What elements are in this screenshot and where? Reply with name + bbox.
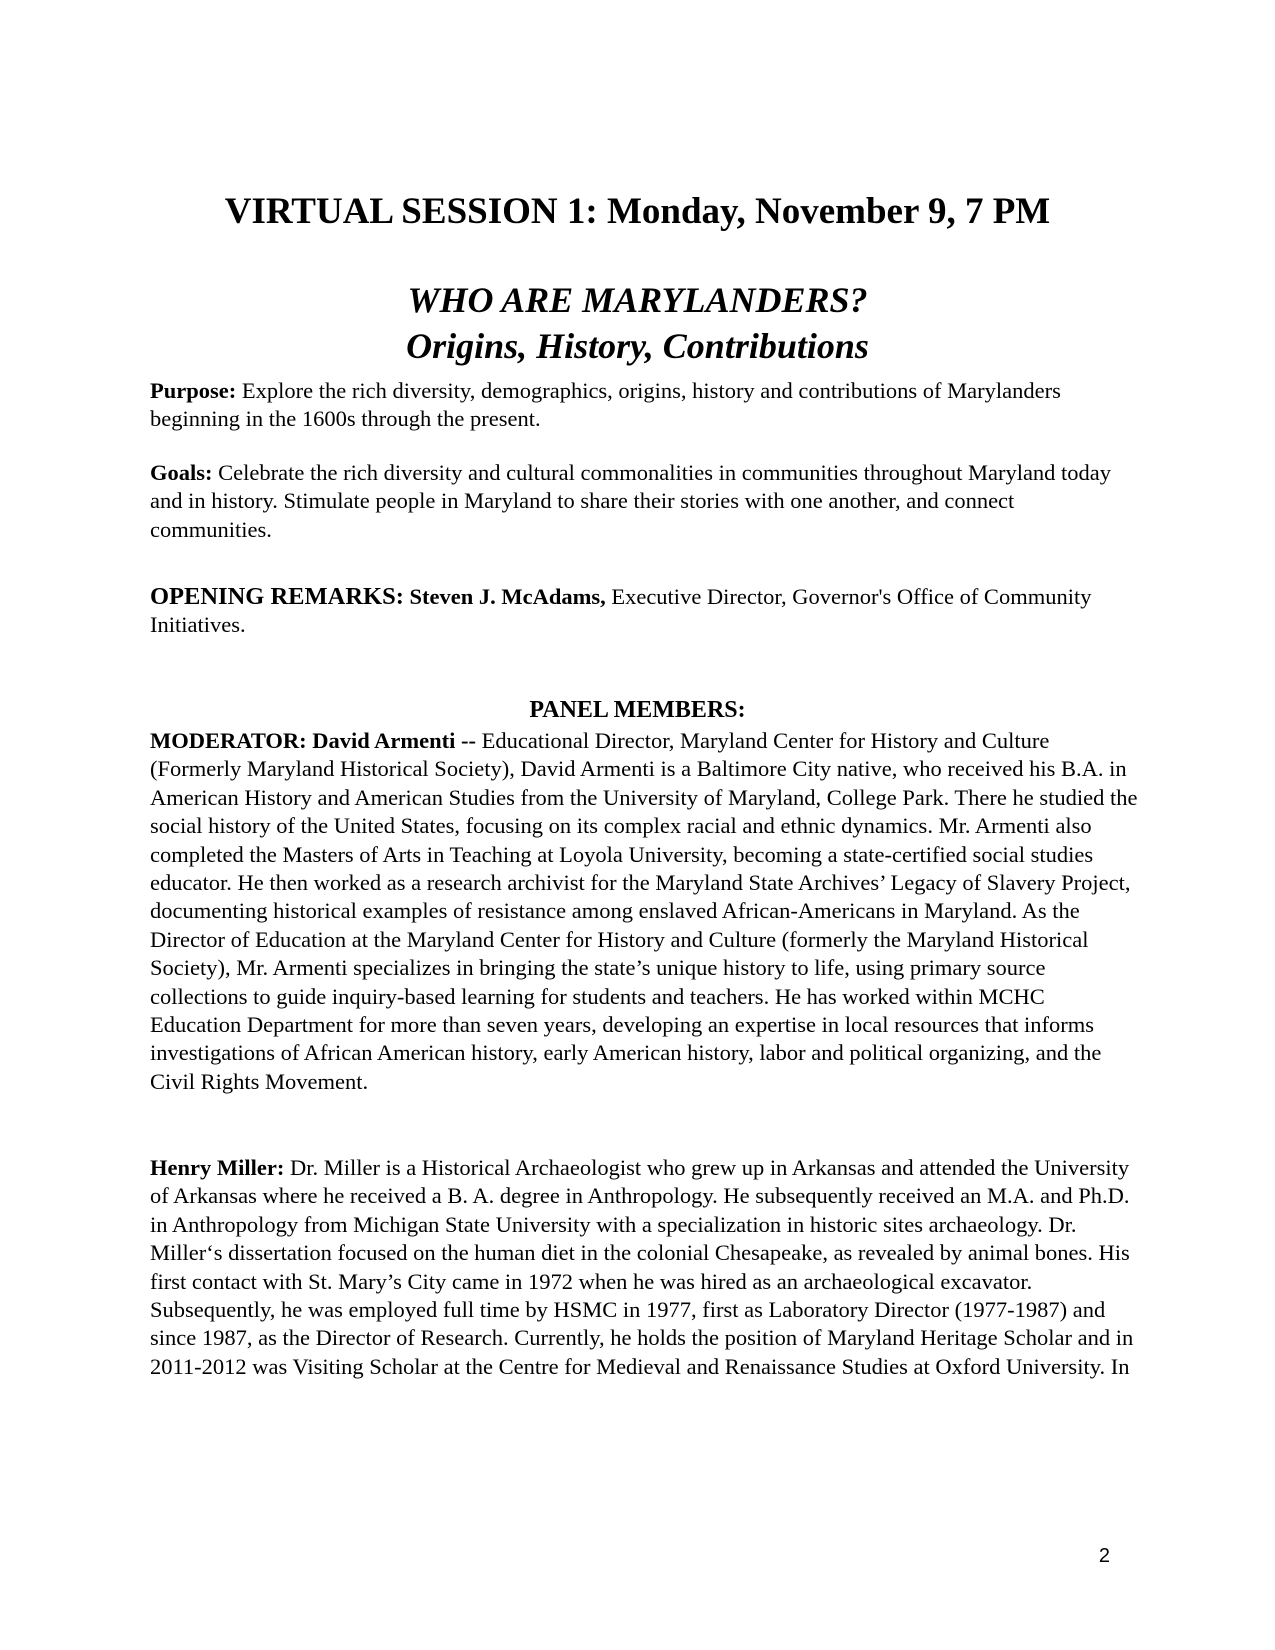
panel-members-heading: PANEL MEMBERS:	[529, 697, 746, 723]
page-number: 2	[1098, 1545, 1110, 1567]
opening-remarks-text: Executive Director, Governor's Office of Community Initiatives.	[150, 584, 1092, 638]
moderator-bio	[150, 727, 1140, 1096]
goals-label: Goals:	[150, 460, 213, 485]
panelist-bio	[150, 1154, 1140, 1381]
panelist-bio-text: Dr. Miller is a Historical Archaeologist who grew up in Arkansas and attended the University of Arkansas where he received a B. A. degree in Anthropology. He subsequently received an M.A. and Ph.D. in Anthropology from Michigan State University with a specialization in historic sites archaeology. Dr. Miller‘s dissertation focused on the human diet in the colonial Chesapeake, as revealed by animal bones. His first contact with St. Mary’s City came in 1972 when he was hired as an archaeological excavator. Subsequently, he was employed full time by HSMC in 1977, first as Laboratory Director (1977-1987) and since 1987, as the Director of Research. Currently, he holds the position of Maryland Heritage Scholar and in 2011-2012 was Visiting Scholar at the Centre for Medieval and Renaissance Studies at Oxford University. In	[150, 1155, 1134, 1379]
theme-title: WHO ARE MARYLANDERS?	[407, 280, 868, 320]
session-title: VIRTUAL SESSION 1: Monday, November 9, 7 PM	[224, 191, 1051, 232]
purpose-label: Purpose:	[150, 378, 237, 403]
purpose-text: Explore the rich diversity, demographics, origins, history and contributions of Marylanders beginning in the 1600s through the present.	[150, 378, 1061, 432]
goals-text: Celebrate the rich diversity and cultural commonalities in communities throughout Maryland today and in history. Stimulate people in Maryland to share their stories with one another, and connect communities.	[150, 460, 1112, 542]
panelist-label: Henry Miller:	[150, 1155, 285, 1180]
opening-remarks-paragraph	[150, 583, 1140, 640]
moderator-label: MODERATOR: David Armenti --	[150, 728, 477, 753]
theme-subtitle: Origins, History, Contributions	[406, 326, 869, 366]
moderator-bio-text: Educational Director, Maryland Center for History and Culture (Formerly Maryland Historical Society), David Armenti is a Baltimore City native, who received his B.A. in American History and American Studies from the University of Maryland, College Park. There he studied the social history of the United States, focusing on its complex racial and ethnic dynamics. Mr. Armenti also completed the Masters of Arts in Teaching at Loyola University, becoming a state-certified social studies educator. He then worked as a research archivist for the Maryland State Archives’ Legacy of Slavery Project, documenting historical examples of resistance among enslaved African-Americans in Maryland. As the Director of Education at the Maryland Center for History and Culture (formerly the Maryland Historical Society), Mr. Armenti specializes in bringing the state’s unique history to life, using primary source collections to guide inquiry-based learning for students and teachers. He has worked within MCHC Education Department for more than seven years, developing an expertise in local resources that informs investigations of African American history, early American history, labor and political organizing, and the Civil Rights Movement.	[150, 728, 1138, 1094]
opening-remarks-label: OPENING REMARKS:	[150, 583, 404, 610]
session-theme	[150, 277, 1125, 369]
purpose-paragraph	[150, 377, 1140, 434]
opening-remarks-speaker: Steven J. McAdams,	[403, 584, 606, 609]
goals-paragraph	[150, 459, 1140, 544]
